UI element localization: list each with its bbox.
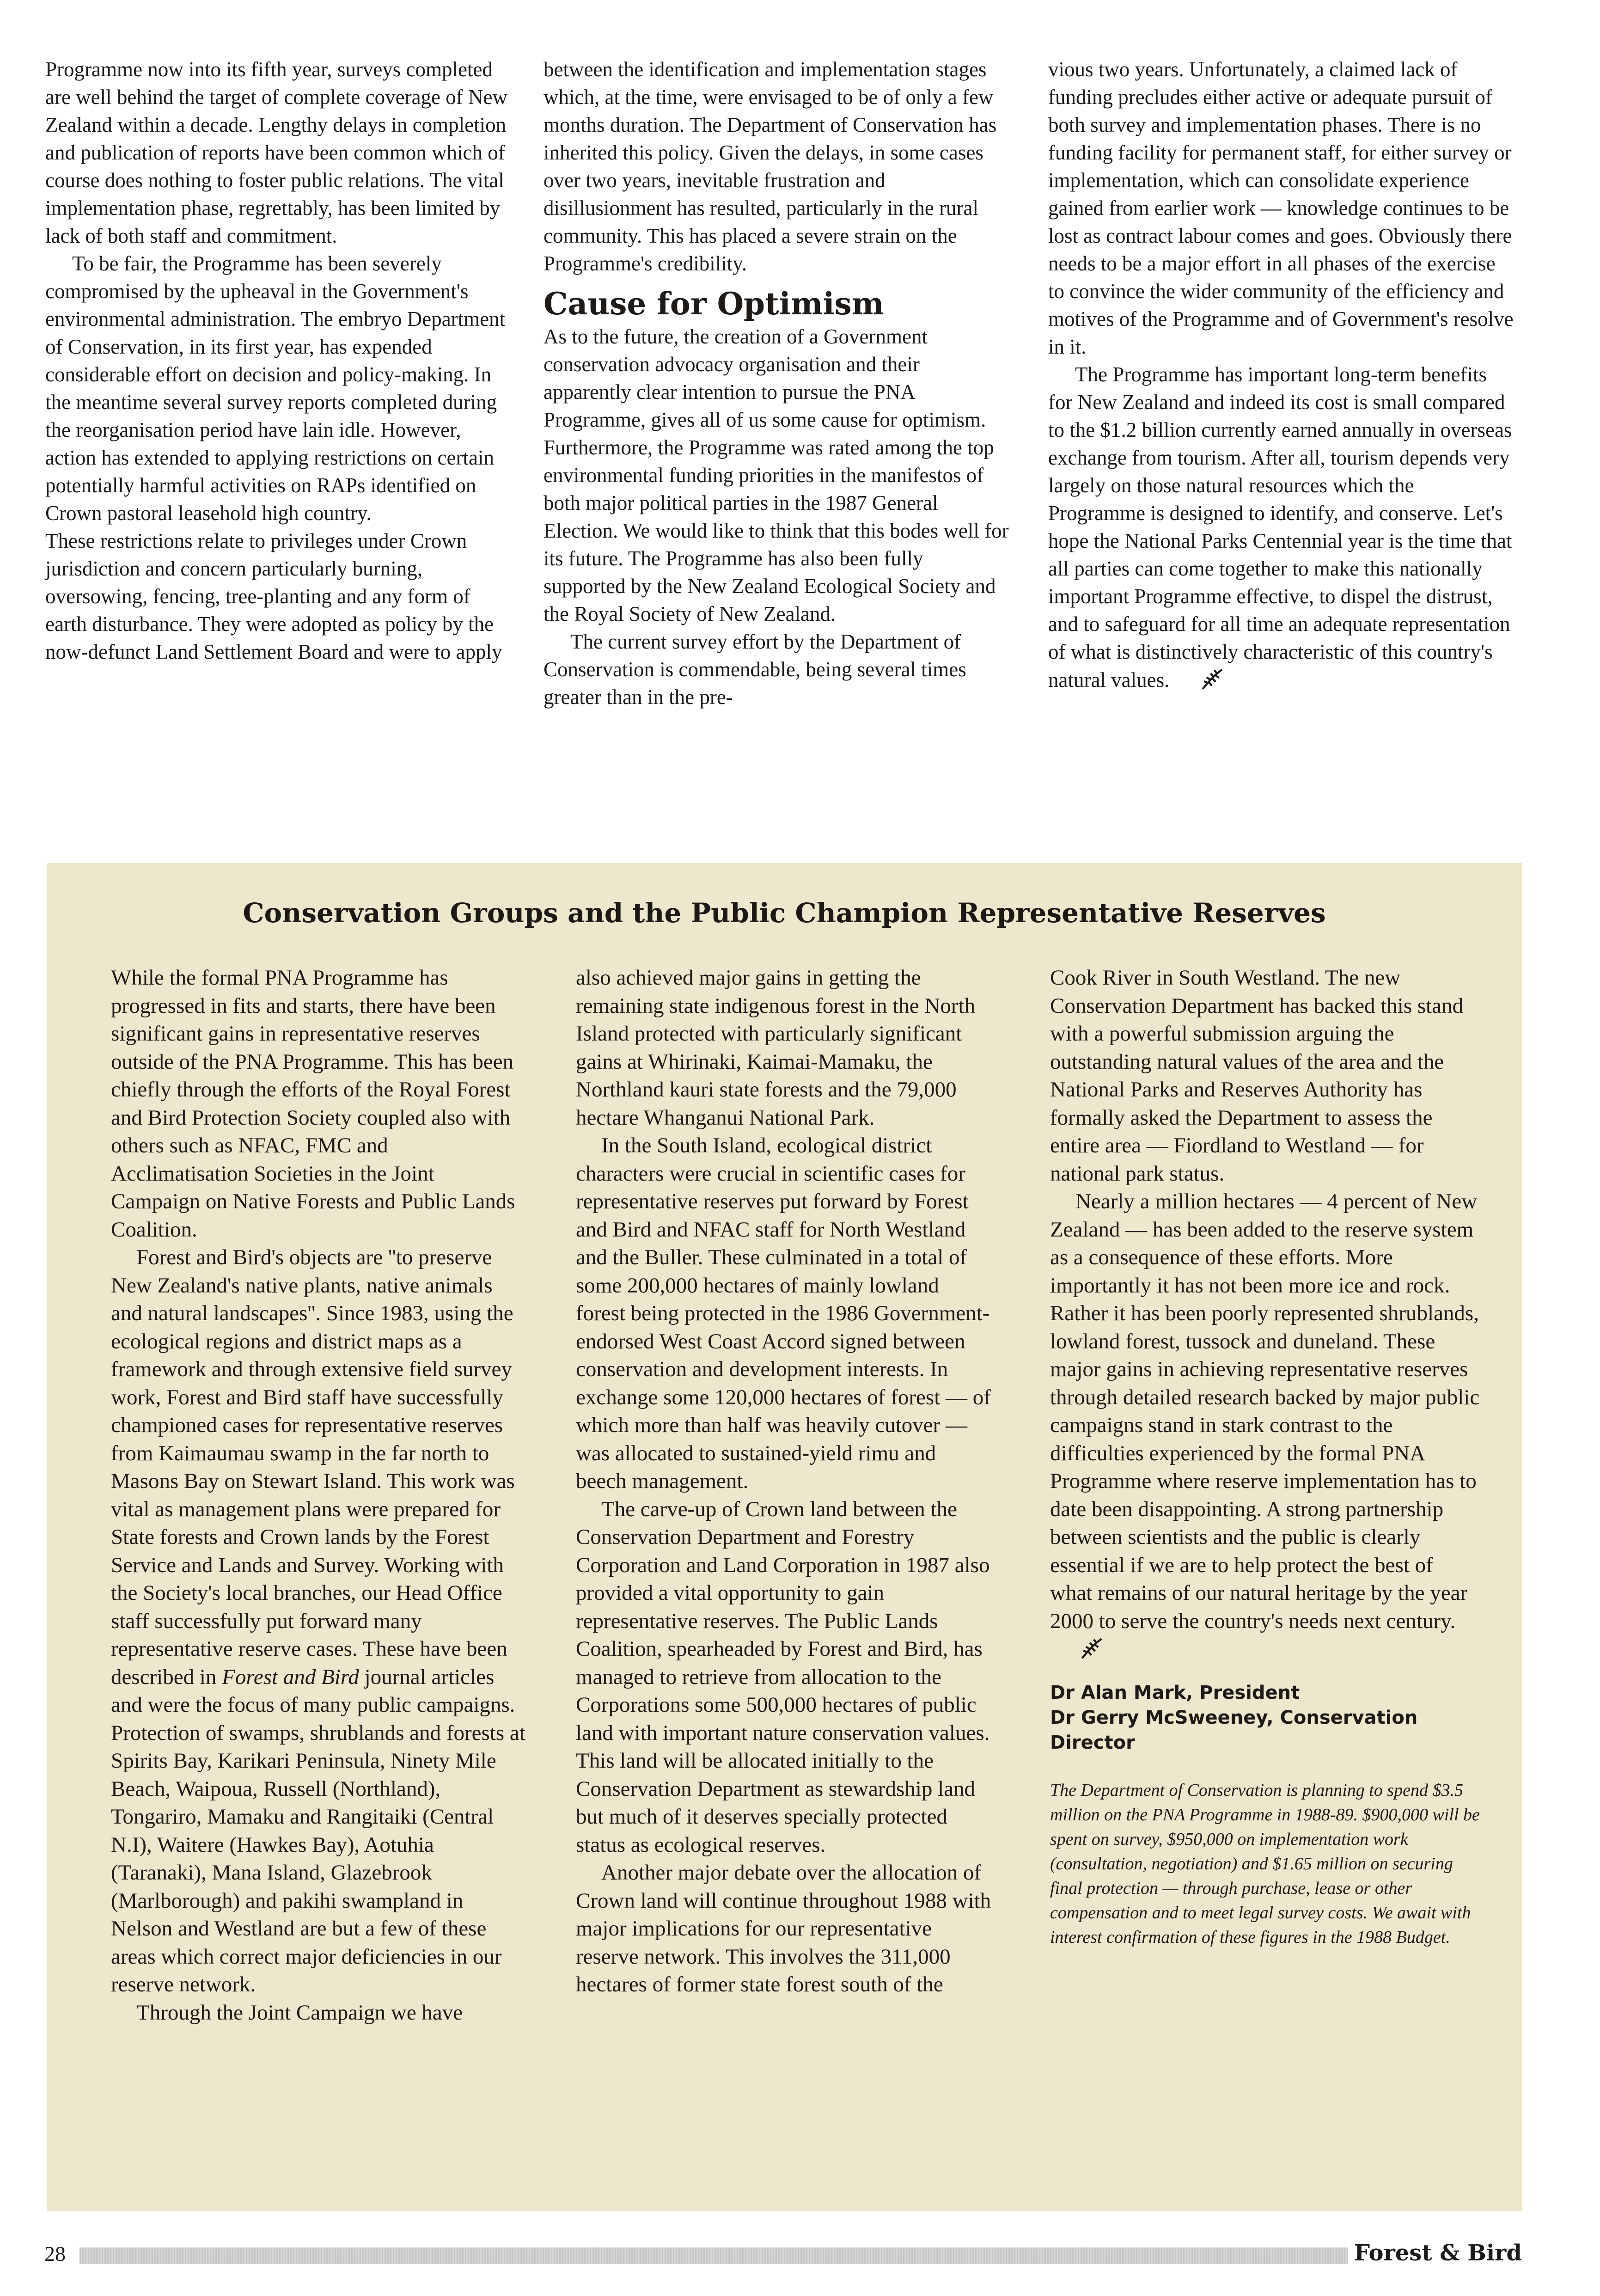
signature-block [1050, 1680, 1480, 1755]
box-paragraph: The carve-up of Crown land between the Conservation Department and Forestry Corporation and Land Corporation in 1987 also provided a vital opportunity to gain representative reserves. The Public Lands Coalition, spearheaded by Forest and Bird, has managed to retrieve from allocation to the Corporations some 500,000 hectares of public land with important nature conservation values. This land will be allocated initially to the Conservation Department as stewardship land but much of it deserves specially protected status as ecological reserves. [576, 1497, 990, 1857]
box-column-1 [111, 964, 527, 2027]
article-paragraph [1048, 361, 1516, 698]
article-paragraph: To be fair, the Programme has been severely compromised by the upheaval in the Government's environmental administration. The embryo Department of Conservation, in its first year, has expended considerable effort on decision and policy-making. In the meantime several survey reports completed during the reorganisation period have lain idle. However, action has extended to applying restrictions on certain potentially harmful activities on RAPs identified on Crown pastoral leasehold high country. [45, 252, 506, 525]
signature-line: Dr Alan Mark, President [1050, 1682, 1300, 1703]
article-paragraph: The current survey effort by the Department of Conservation is commendable, being several times greater than in the pre- [544, 630, 966, 709]
publication-name: Forest & Bird [1354, 2240, 1522, 2266]
article-column-2 [544, 55, 1010, 711]
fern-leaf-icon [1172, 666, 1225, 698]
box-title: Conservation Groups and the Public Champion Representative Reserves [243, 897, 1326, 929]
box-paragraph: In the South Island, ecological district characters were crucial in scientific cases for representative reserves put forward by Forest and Bird and NFAC staff for North Westland and the Buller. These culminated in a total of some 200,000 hectares of mainly lowland forest being protected in the 1986 Government-endorsed West Coast Accord signed between conservation and development interests. In exchange some 120,000 hectares of forest — of which more than half was heavily cutover — was allocated to sustained-yield rimu and beech management. [576, 1133, 991, 1493]
budget-note: The Department of Conservation is planning to spend $3.5 million on the PNA Programme in 1988-89. $900,000 will be spent on survey, $950,000 on implementation work (consultation, negotiation) and $1.65 million on securing final protection — through purchase, lease or other compensation and to meet legal survey costs. We await with interest confirmation of these figures in the 1988 Budget. [1050, 1780, 1480, 1947]
footer-rule [79, 2247, 1348, 2264]
box-paragraph [1050, 1188, 1480, 1668]
article-paragraph: Programme now into its fifth year, surveys completed are well behind the target of complete coverage of New Zealand within a decade. Lengthy delays in completion and publication of reports have been common which of course does nothing to foster public relations. The vital implementation phase, regrettably, has been limited by lack of both staff and commitment. [45, 58, 507, 247]
signature-line: Dr Gerry McSweeney, Conservation Director [1050, 1707, 1418, 1753]
box-paragraph: also achieved major gains in getting the remaining state indigenous forest in the North Island protected with particularly significant gains at Whirinaki, Kaimai-Mamaku, the Northland kauri state forests and the 79,000 hectare Whanganui National Park. [576, 966, 976, 1130]
article-column-1 [45, 55, 507, 666]
box-paragraph: Through the Joint Campaign we have [136, 2000, 463, 2025]
section-heading: Cause for Optimism [544, 286, 884, 322]
box-paragraph [111, 1243, 527, 1999]
article-paragraph: between the identification and implementation stages which, at the time, were envisaged to be of only a few months duration. The Department of Conservation has inherited this policy. Given the delays, in some cases over two years, inevitable frustration and disillusionment has resulted, particularly in the rural community. This has placed a severe strain on the Programme's credibility. [544, 58, 997, 275]
article-paragraph-text: The Programme has important long-term benefits for New Zealand and indeed its cost is small compared to the $1.2 billion currently earned annually in overseas exchange from tourism. After all, tourism depends very largely on those natural resources which the Programme is designed to identify, and conserve. Let's hope the National Parks Centennial year is the time that all parties can come together to make this nationally important Programme effective, to dispel the distrust, and to safeguard for all time an adequate representation of what is distinctively characteristic of this country's natural values. [1048, 363, 1512, 692]
journal-title: Forest and Bird [222, 1665, 359, 1689]
box-paragraph-text: journal articles and were the focus of many public campaigns. Protection of swamps, shrublands and forests at Spirits Bay, Karikari Peninsula, Ninety Mile Beach, Waipoua, Russell (Northland), Tongariro, Mamaku and Rangitaiki (Central N.I), Waitere (Hawkes Bay), Aotuhia (Taranaki), Mana Island, Glazebrook (Marlborough) and pakihi swampland in Nelson and Westland are but a few of these areas which correct major deficiencies in our reserve network. [111, 1665, 525, 1996]
fern-leaf-icon [1053, 1635, 1104, 1668]
box-paragraph-text: Forest and Bird's objects are ''to preserve New Zealand's native plants, native animals and natural landscapes''. Since 1983, using the ecological regions and district maps as a framework and through extensive field survey work, Forest and Bird staff have successfully championed cases for representative reserves from Kaimaumau swamp in the far north to Masons Bay on Stewart Island. This work was vital as management plans were prepared for State forests and Crown lands by the Forest Service and Lands and Survey. Working with the Society's local branches, our Head Office staff successfully put forward many representative reserve cases. These have been described in [111, 1245, 515, 1689]
article-paragraph: vious two years. Unfortunately, a claimed lack of funding precludes either active or adequate pursuit of both survey and implementation phases. There is no funding facility for permanent staff, for either survey or implementation, which can consolidate experience gained from earlier work — knowledge continues to be lost as contract labour comes and goes. Obviously there needs to be a major effort in all phases of the exercise to convince the wider community of the efficiency and motives of the Programme and of Government's resolve in it. [1048, 58, 1514, 358]
box-column-3 [1050, 964, 1480, 1950]
article-column-3 [1048, 55, 1516, 698]
box-paragraph: While the formal PNA Programme has progressed in fits and starts, there have been significant gains in representative reserves outside of the PNA Programme. This has been chiefly through the efforts of the Royal Forest and Bird Protection Society coupled also with others such as NFAC, FMC and Acclimatisation Societies in the Joint Campaign on Native Forests and Public Lands Coalition. [111, 966, 515, 1242]
box-paragraph: Cook River in South Westland. The new Conservation Department has backed this stand with a powerful submission arguing the outstanding natural values of the area and the National Parks and Reserves Authority has formally asked the Department to assess the entire area — Fiordland to Westland — for national park status. [1050, 966, 1464, 1186]
box-paragraph-text: Nearly a million hectares — 4 percent of New Zealand — has been added to the reserve system as a consequence of these efforts. More importantly it has not been more ice and rock. Rather it has been poorly represented shrublands, lowland forest, tussock and duneland. These major gains in achieving representative reserves through detailed research backed by major public campaigns stand in stark contrast to the difficulties experienced by the formal PNA Programme where reserve implementation has to date been disappointing. A strong partnership between scientists and the public is clearly essential if we are to help protect the best of what remains of our natural heritage by the year 2000 to serve the country's needs next century. [1050, 1189, 1480, 1633]
box-paragraph: Another major debate over the allocation of Crown land will continue throughout 1988 with major implications for our representative reserve network. This involves the 311,000 hectares of former state forest south of the [576, 1861, 991, 1996]
box-column-2 [576, 964, 992, 1999]
page-number: 28 [44, 2242, 66, 2265]
article-paragraph: These restrictions relate to privileges under Crown jurisdiction and concern particularly burning, oversowing, fencing, tree-planting and any form of earth disturbance. They were adopted as policy by the now-defunct Land Settlement Board and were to apply [45, 529, 502, 663]
article-paragraph: As to the future, the creation of a Government conservation advocacy organisation and their apparently clear intention to pursue the PNA Programme, gives all of us some cause for optimism. Furthermore, the Programme was rated among the top environmental funding priorities in the manifestos of both major political parties in the 1987 General Election. We would like to think that this bodes well for its future. The Programme has also been fully supported by the New Zealand Ecological Society and the Royal Society of New Zealand. [544, 325, 1009, 625]
